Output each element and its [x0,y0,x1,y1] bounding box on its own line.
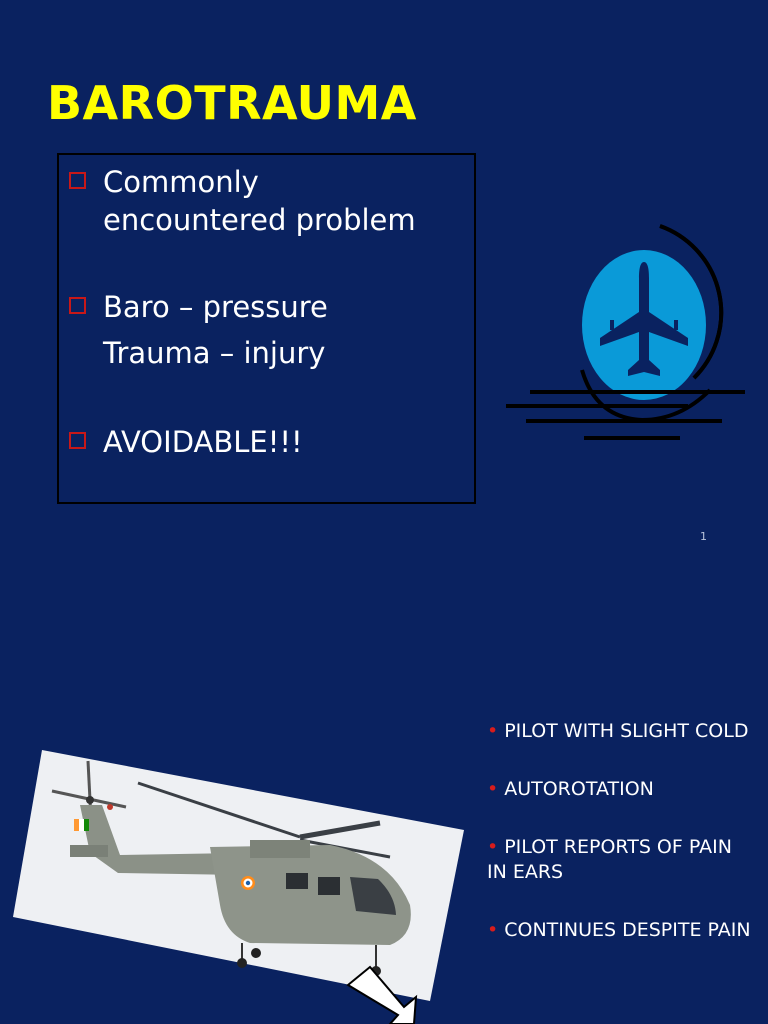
airplane-badge-icon [500,220,750,450]
bullet-line: encountered problem [103,203,416,237]
bullet-box [57,153,476,504]
bullet-item [69,288,328,376]
bullet-line: Trauma – injury [103,336,326,370]
bullet-line: Baro – pressure [103,290,328,324]
bullet-dot-icon: • [487,778,499,800]
bullet-line: AVOIDABLE!!! [103,425,303,459]
slide-title: BAROTRAUMA [47,76,417,130]
bullet-item [69,163,416,239]
military-helicopter-photo [10,745,480,1024]
key-points-list [487,719,757,976]
list-item: • PILOT WITH SLIGHT COLD [487,720,749,742]
bullet-square-icon [69,297,86,314]
list-item: • CONTINUES DESPITE PAIN [487,919,751,941]
bullet-dot-icon: • [487,720,499,742]
list-item: • PILOT REPORTS OF PAIN IN EARS [487,836,732,883]
bullet-item [69,423,303,461]
bullet-dot-icon: • [487,836,499,858]
list-item: • AUTOROTATION [487,778,654,800]
page-number: 1 [700,530,707,543]
bullet-square-icon [69,172,86,189]
bullet-line: Commonly [103,165,259,199]
bullet-dot-icon: • [487,919,499,941]
bullet-square-icon [69,432,86,449]
